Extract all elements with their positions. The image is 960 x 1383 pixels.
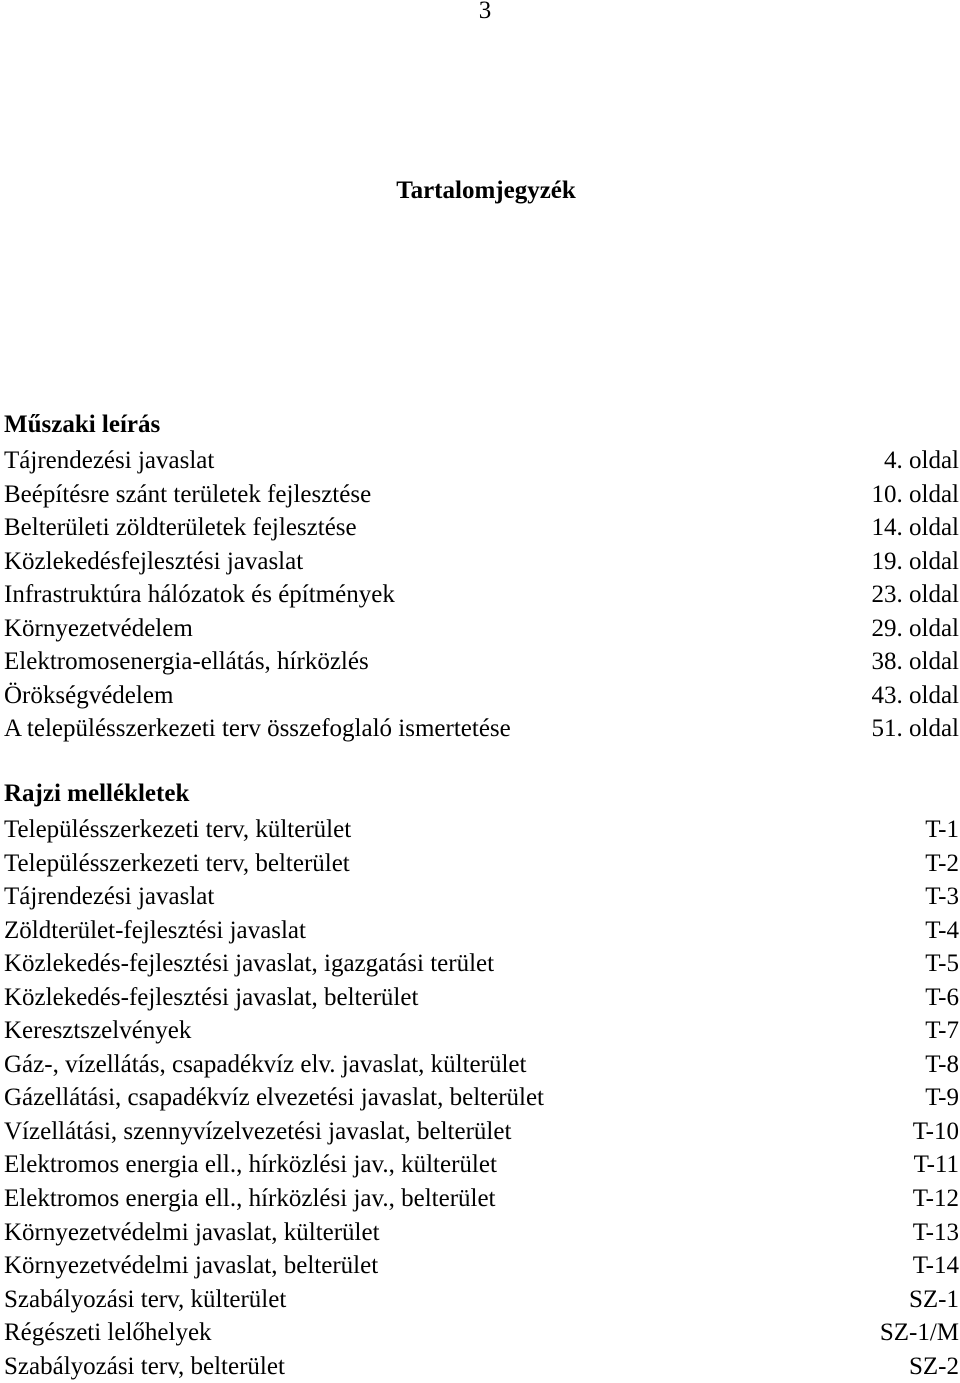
- toc-entry-page-ref: T-10: [912, 1117, 959, 1145]
- toc-entry-page-ref: 10. oldal: [871, 480, 959, 508]
- toc-entry: [4, 914, 959, 948]
- section-heading: Műszaki leírás: [4, 411, 161, 438]
- toc-entry: [4, 578, 959, 612]
- toc-entry: [4, 813, 959, 847]
- toc-entry-label: Tájrendezési javaslat: [4, 883, 215, 911]
- section-heading: Rajzi mellékletek: [4, 780, 190, 807]
- toc-entry-label: Régészeti lelőhelyek: [4, 1319, 212, 1347]
- toc-entry-label: Közlekedésfejlesztési javaslat: [4, 547, 304, 575]
- toc-entry-label: Közlekedés-fejlesztési javaslat, belterület: [4, 983, 419, 1011]
- toc-entry-list: [4, 444, 959, 746]
- toc-entry: [4, 679, 959, 713]
- toc-entry-page-ref: T-2: [925, 849, 959, 877]
- toc-entry-label: Elektromos energia ell., hírközlési jav., külterület: [4, 1151, 497, 1179]
- toc-entry: [4, 981, 959, 1015]
- page-number: 3: [478, 0, 492, 24]
- toc-entry: [4, 1316, 959, 1350]
- document-title: Tartalomjegyzék: [396, 177, 576, 204]
- toc-entry-label: Gáz-, vízellátás, csapadékvíz elv. javaslat, külterület: [4, 1050, 527, 1078]
- toc-entry-page-ref: T-5: [925, 950, 959, 978]
- toc-entry: [4, 511, 959, 545]
- section-rajzi-mellekletek: [4, 775, 959, 1383]
- toc-entry-page-ref: 38. oldal: [871, 648, 959, 675]
- toc-entry-page-ref: SZ-2: [909, 1352, 959, 1380]
- toc-entry: [4, 880, 959, 914]
- toc-entry-label: Vízellátási, szennyvízelvezetési javaslat, belterület: [4, 1117, 512, 1145]
- toc-entry-page-ref: T-13: [912, 1218, 959, 1246]
- toc-entry: [4, 847, 959, 881]
- toc-entry: [4, 545, 959, 579]
- toc-entry: [4, 1249, 959, 1283]
- toc-entry-page-ref: SZ-1: [909, 1285, 959, 1313]
- toc-entry-label: Elektromosenergia-ellátás, hírközlés: [4, 648, 369, 675]
- toc-entry-page-ref: T-4: [925, 916, 959, 944]
- toc-entry-page-ref: 51. oldal: [871, 715, 959, 742]
- toc-entry-label: Gázellátási, csapadékvíz elvezetési javaslat, belterület: [4, 1084, 545, 1112]
- toc-entry: [4, 1148, 959, 1182]
- toc-entry-label: Közlekedés-fejlesztési javaslat, igazgatási terület: [4, 950, 495, 978]
- toc-entry-label: Örökségvédelem: [4, 681, 174, 709]
- toc-entry-page-ref: 29. oldal: [871, 614, 959, 642]
- toc-entry-page-ref: T-1: [925, 816, 959, 843]
- toc-entry-page-ref: T-8: [925, 1050, 959, 1078]
- toc-entry-page-ref: T-3: [925, 883, 959, 911]
- toc-entry-label: Településszerkezeti terv, külterület: [4, 816, 352, 843]
- toc-entry: [4, 1216, 959, 1250]
- toc-entry: [4, 712, 959, 746]
- toc-entry: [4, 947, 959, 981]
- toc-entry-page-ref: T-7: [925, 1017, 959, 1045]
- toc-entry-label: Belterületi zöldterületek fejlesztése: [4, 514, 357, 541]
- toc-entry-page-ref: T-6: [925, 983, 959, 1011]
- toc-entry-label: A településszerkezeti terv összefoglaló ismertetése: [4, 715, 511, 742]
- toc-entry: [4, 645, 959, 679]
- toc-entry: [4, 1014, 959, 1048]
- toc-entry: [4, 1115, 959, 1149]
- toc-entry-label: Szabályozási terv, belterület: [4, 1352, 285, 1380]
- toc-entry-page-ref: 14. oldal: [871, 514, 959, 541]
- toc-entry-label: Infrastruktúra hálózatok és építmények: [4, 581, 395, 608]
- toc-entry-page-ref: 4. oldal: [884, 447, 959, 474]
- toc-entry-label: Szabályozási terv, külterület: [4, 1285, 287, 1313]
- toc-entry-label: Környezetvédelmi javaslat, belterület: [4, 1252, 379, 1280]
- toc-entry-page-ref: 19. oldal: [871, 547, 959, 575]
- toc-entry: [4, 444, 959, 478]
- toc-entry-page-ref: 23. oldal: [871, 581, 959, 608]
- toc-entry-label: Tájrendezési javaslat: [4, 447, 215, 474]
- toc-entry: [4, 1182, 959, 1216]
- toc-entry: [4, 478, 959, 512]
- toc-entry: [4, 1081, 959, 1115]
- toc-entry: [4, 1048, 959, 1082]
- toc-entry-label: Környezetvédelem: [4, 614, 193, 642]
- toc-entry-label: Településszerkezeti terv, belterület: [4, 849, 350, 877]
- toc-entry-label: Keresztszelvények: [4, 1017, 192, 1045]
- toc-entry-page-ref: T-11: [913, 1151, 959, 1179]
- toc-entry-page-ref: SZ-1/M: [879, 1319, 959, 1347]
- section-muszaki-leiras: [4, 406, 959, 746]
- toc-entry-label: Környezetvédelmi javaslat, külterület: [4, 1218, 380, 1246]
- toc-entry: [4, 612, 959, 646]
- toc-entry: [4, 1283, 959, 1317]
- toc-entry-page-ref: T-12: [912, 1185, 959, 1213]
- toc-entry-label: Zöldterület-fejlesztési javaslat: [4, 916, 306, 944]
- toc-entry-page-ref: T-9: [925, 1084, 959, 1112]
- toc-entry-label: Elektromos energia ell., hírközlési jav., belterület: [4, 1185, 496, 1213]
- toc-entry-page-ref: T-14: [912, 1252, 959, 1280]
- toc-entry-page-ref: 43. oldal: [871, 681, 959, 709]
- toc-entry-label: Beépítésre szánt területek fejlesztése: [4, 480, 372, 508]
- toc-entry: [4, 1350, 959, 1383]
- toc-entry-list: [4, 813, 959, 1383]
